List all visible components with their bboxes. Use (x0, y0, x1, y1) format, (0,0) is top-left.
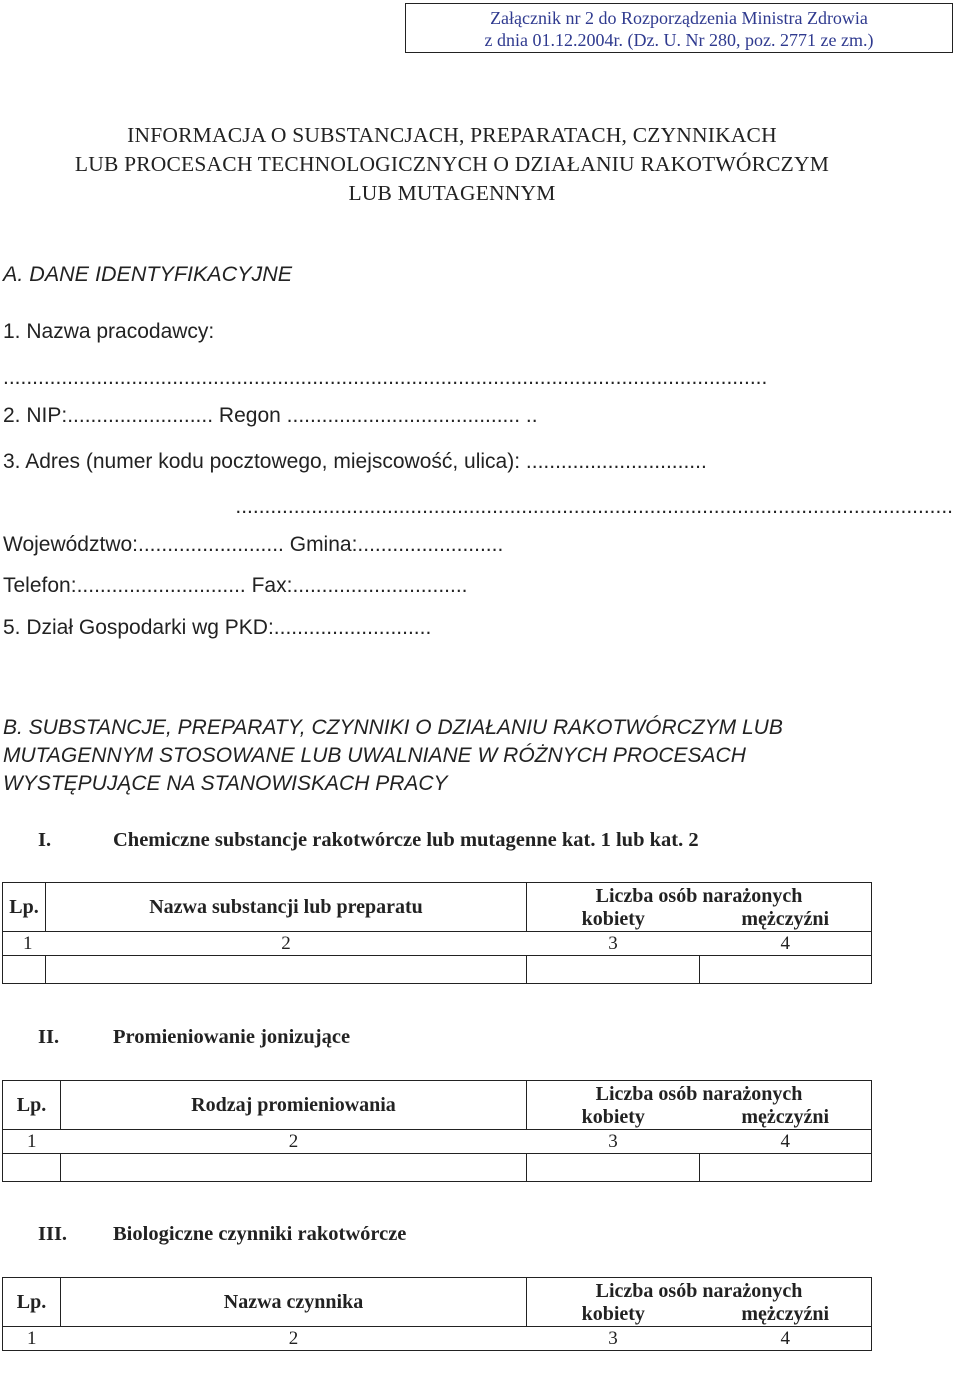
empty-cell-name[interactable] (46, 956, 527, 984)
subsection-3-number: III. (38, 1223, 68, 1245)
title-line-3: LUB MUTAGENNYM (348, 181, 556, 205)
subsection-2-title: Promieniowanie jonizujące (113, 1026, 351, 1048)
regon-label: Regon (218, 404, 281, 427)
annex-line-2: z dnia 01.12.2004r. (Dz. U. Nr 280, poz. 2771 ze zm.) (484, 30, 874, 50)
col-men: mężczyźni (700, 1303, 872, 1327)
gmina-label: Gmina: (289, 533, 358, 556)
num-cell-2: 2 (61, 1130, 527, 1154)
title-line-2: LUB PROCESACH TECHNOLOGICZNYCH O DZIAŁANIU RAKOTWÓRCZYM (74, 152, 830, 176)
num-cell-1: 1 (3, 1130, 61, 1154)
phone-row (3, 574, 468, 598)
table-biological-agents (2, 1277, 872, 1351)
col-women: kobiety (527, 1106, 700, 1130)
col-lp: Lp. (3, 883, 46, 932)
empty-cell-women[interactable] (527, 956, 700, 984)
empty-cell-men[interactable] (700, 956, 872, 984)
phone-field[interactable]: ............................. (76, 574, 246, 597)
num-cell-4: 4 (700, 1130, 872, 1154)
table-row (3, 956, 872, 984)
nip-label: 2. NIP: (3, 404, 68, 427)
address-label: 3. Adres (numer kodu pocztowego, miejscowość, ulica): (3, 450, 521, 473)
table-chemical-substances (2, 882, 872, 984)
pkd-row (3, 616, 431, 640)
num-cell-3: 3 (527, 1327, 700, 1351)
empty-cell-women[interactable] (527, 1154, 700, 1182)
num-cell-2: 2 (61, 1327, 527, 1351)
table-row (3, 1154, 872, 1182)
annex-line-1: Załącznik nr 2 do Rozporządzenia Ministra Zdrowia (490, 8, 868, 28)
empty-cell-lp[interactable] (3, 1154, 61, 1182)
voivodeship-field[interactable]: ......................... (138, 533, 284, 556)
employer-name-field[interactable]: ................................................................................................................................... (3, 366, 768, 389)
num-cell-3: 3 (527, 932, 700, 956)
employer-name-label: 1. Nazwa pracodawcy: (3, 320, 215, 343)
gmina-field[interactable]: ......................... (357, 533, 504, 556)
num-cell-3: 3 (527, 1130, 700, 1154)
subsection-3-title: Biologiczne czynniki rakotwórcze (113, 1223, 407, 1245)
empty-cell-men[interactable] (700, 1154, 872, 1182)
phone-label: Telefon: (3, 574, 77, 597)
regon-field[interactable]: ........................................ .. (286, 404, 538, 427)
voivodeship-row (3, 533, 503, 557)
col-exposed-count: Liczba osób narażonych (527, 1081, 872, 1107)
num-cell-4: 4 (700, 932, 872, 956)
section-a-heading: A. DANE IDENTYFIKACYJNE (3, 262, 293, 286)
annex-reference-box (405, 3, 953, 53)
num-cell-2: 2 (46, 932, 527, 956)
col-substance-name: Nazwa substancji lub preparatu (46, 883, 527, 932)
pkd-field[interactable]: ........................... (273, 616, 432, 639)
address-row (3, 450, 707, 474)
col-women: kobiety (527, 1303, 700, 1327)
num-cell-1: 1 (3, 932, 46, 956)
col-exposed-count: Liczba osób narażonych (527, 1278, 872, 1304)
address-field-1[interactable]: ............................... (525, 450, 707, 473)
subsection-1-title: Chemiczne substancje rakotwórcze lub mutagenne kat. 1 lub kat. 2 (113, 829, 699, 851)
section-b-line-3: WYSTĘPUJĄCE NA STANOWISKACH PRACY (3, 772, 448, 795)
fax-label: Fax: (251, 574, 293, 597)
address-field-2[interactable]: ........................................................................................................................... (235, 495, 953, 518)
col-exposed-count: Liczba osób narażonych (527, 883, 872, 909)
subsection-1-number: I. (38, 829, 52, 851)
col-radiation-type: Rodzaj promieniowania (61, 1081, 527, 1130)
section-b-line-1: B. SUBSTANCJE, PREPARATY, CZYNNIKI O DZIAŁANIU RAKOTWÓRCZYM LUB (3, 716, 783, 739)
table-ionizing-radiation (2, 1080, 872, 1182)
empty-cell-name[interactable] (61, 1154, 527, 1182)
pkd-label: 5. Dział Gospodarki wg PKD: (3, 616, 274, 639)
section-b-line-2: MUTAGENNYM STOSOWANE LUB UWALNIANE W RÓŻNYCH PROCESACH (3, 744, 746, 767)
col-lp: Lp. (3, 1278, 61, 1327)
voivodeship-label: Województwo: (3, 533, 139, 556)
col-men: mężczyźni (700, 1106, 872, 1130)
fax-field[interactable]: .............................. (292, 574, 468, 597)
empty-cell-lp[interactable] (3, 956, 46, 984)
subsection-2-number: II. (38, 1026, 60, 1048)
document-title (0, 121, 957, 208)
col-agent-name: Nazwa czynnika (61, 1278, 527, 1327)
section-b-heading (3, 714, 783, 798)
num-cell-4: 4 (700, 1327, 872, 1351)
title-line-1: INFORMACJA O SUBSTANCJACH, PREPARATACH, CZYNNIKACH (127, 123, 777, 147)
nip-row (3, 404, 538, 428)
nip-field[interactable]: ......................... (67, 404, 214, 427)
col-women: kobiety (527, 908, 700, 932)
col-lp: Lp. (3, 1081, 61, 1130)
num-cell-1: 1 (3, 1327, 61, 1351)
col-men: mężczyźni (700, 908, 872, 932)
